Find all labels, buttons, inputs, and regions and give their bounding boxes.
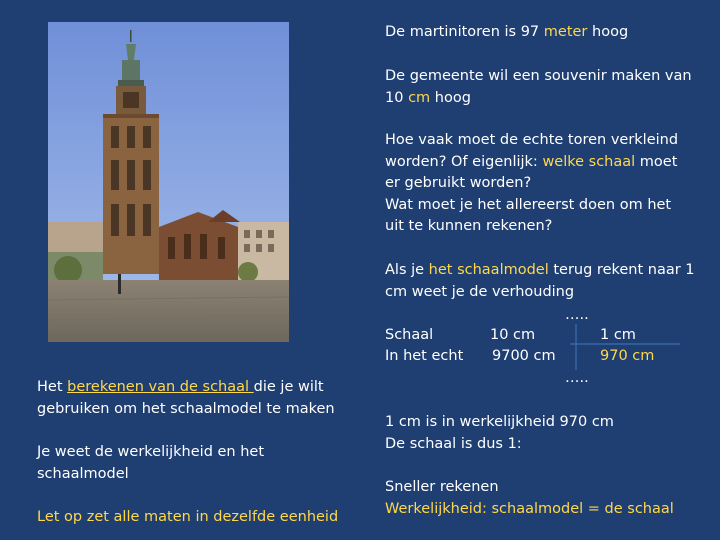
question-paragraph bbox=[385, 130, 678, 238]
row-schaal-value-2: 1 cm bbox=[600, 327, 636, 343]
het-schaalmodel-highlight: het schaalmodel bbox=[428, 262, 549, 278]
row-echt-label: In het echt bbox=[385, 348, 464, 364]
ratio-divider-lines bbox=[570, 322, 682, 372]
tower-height-text: De martinitoren is 97 bbox=[385, 24, 544, 40]
row-echt-value-1: 9700 cm bbox=[492, 348, 556, 364]
goal-line-2: gebruiken om het schaalmodel te maken bbox=[37, 400, 335, 417]
berekenen-highlight: berekenen van de schaal bbox=[67, 379, 254, 395]
souvenir-line-1: De gemeente wil een souvenir maken van bbox=[385, 68, 692, 84]
souvenir-size: 10 bbox=[385, 89, 409, 106]
faster-paragraph bbox=[385, 477, 674, 520]
question-line-1: Hoe vaak moet de echte toren verkleind bbox=[385, 132, 679, 148]
goal-line-1 bbox=[37, 377, 335, 399]
dots-top: ….. bbox=[565, 307, 589, 323]
martini-tower-photo bbox=[48, 22, 289, 342]
conclusion-paragraph bbox=[385, 412, 614, 455]
scale-model-line-1-end: terug rekent naar 1 bbox=[548, 262, 695, 278]
question-line-2 bbox=[385, 152, 678, 174]
question-line-3: er gebruikt worden? bbox=[385, 175, 532, 191]
formula-line: Werkelijkheid: schaalmodel = de schaal bbox=[385, 500, 674, 517]
known-paragraph bbox=[37, 442, 264, 485]
tower-height-text-end: hoog bbox=[587, 24, 629, 40]
goal-paragraph bbox=[37, 377, 335, 420]
row-schaal-label: Schaal bbox=[385, 327, 434, 343]
scale-model-line-1-start: Als je bbox=[385, 262, 429, 278]
question-line-5: uit te kunnen rekenen? bbox=[385, 218, 553, 234]
goal-line-1-end: die je wilt bbox=[253, 379, 324, 395]
question-line-2-start: worden? Of eigenlijk: bbox=[385, 153, 543, 170]
conclusion-line-2: De schaal is dus 1: bbox=[385, 435, 522, 452]
conclusion-line-1: 1 cm is in werkelijkheid 970 cm bbox=[385, 414, 614, 430]
welke-schaal-highlight: welke schaal bbox=[542, 153, 636, 170]
known-line-1: Je weet de werkelijkheid en het bbox=[37, 444, 265, 460]
scale-model-line-2: cm weet je de verhouding bbox=[385, 283, 575, 300]
souvenir-paragraph bbox=[385, 66, 692, 109]
unit-cm: cm bbox=[408, 89, 431, 106]
question-line-2-end: moet bbox=[635, 153, 678, 170]
faster-line-1: Sneller rekenen bbox=[385, 479, 499, 495]
scale-model-paragraph bbox=[385, 260, 695, 303]
units-warning: Let op zet alle maten in dezelfde eenheid bbox=[37, 509, 339, 525]
row-echt-value-2: 970 cm bbox=[600, 348, 655, 364]
question-line-4: Wat moet je het allereerst doen om het bbox=[385, 196, 672, 213]
row-schaal-value-1: 10 cm bbox=[490, 327, 536, 343]
souvenir-line-2-end: hoog bbox=[430, 89, 471, 106]
tower-height-line bbox=[385, 22, 628, 44]
unit-meter: meter bbox=[543, 24, 588, 40]
known-line-2: schaalmodel bbox=[37, 465, 129, 482]
goal-line-1-start: Het bbox=[37, 379, 68, 395]
scale-model-line-1 bbox=[385, 260, 695, 282]
souvenir-line-2 bbox=[385, 88, 692, 110]
dots-bottom: ….. bbox=[565, 370, 589, 386]
